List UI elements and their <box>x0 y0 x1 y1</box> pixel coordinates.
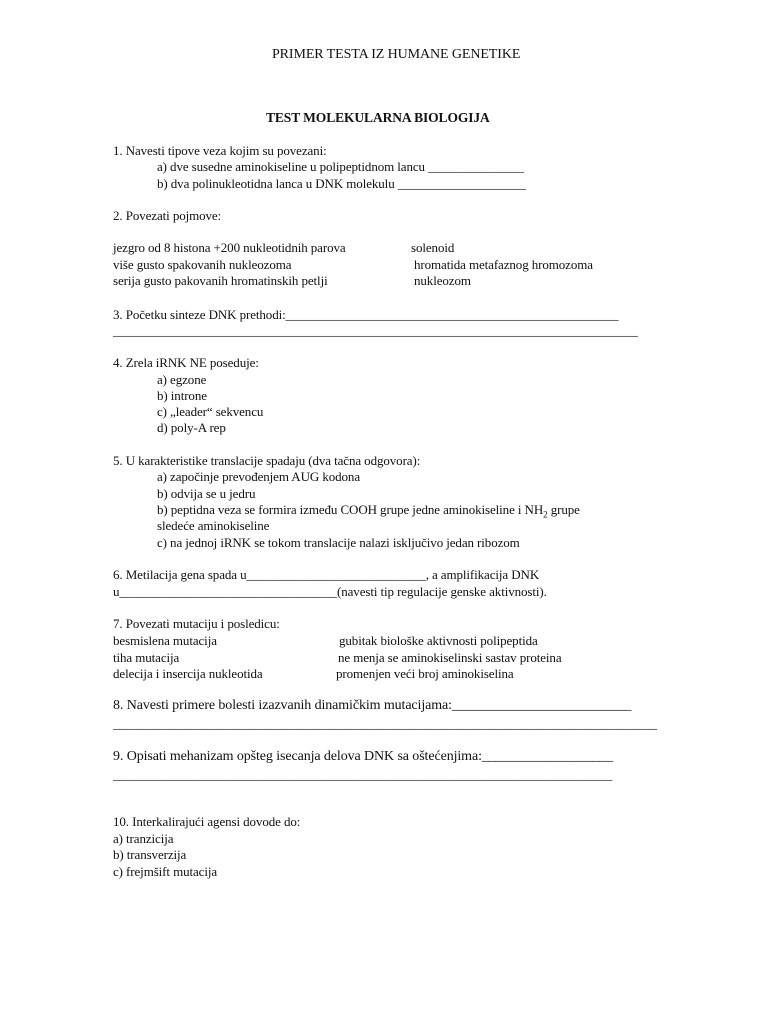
answer-line: _____________________________________________________________________________________ <box>113 716 658 731</box>
question-2-left-item: više gusto spakovanih nukleozoma <box>113 257 292 272</box>
question-10-option-b: b) transverzija <box>113 847 187 862</box>
question-7-left-item: besmislena mutacija <box>113 633 217 648</box>
question-7-right-item: promenjen veći broj aminokiselina <box>336 666 514 681</box>
question-5-option-b2-text: b) peptidna veza se formira između COOH grupe jedne aminokiseline i NH <box>157 502 544 517</box>
question-2-right-item: hromatida metafaznog hromozoma <box>414 257 593 272</box>
question-2-left-item: jezgro od 8 histona +200 nukleotidnih parova <box>113 240 346 255</box>
question-5: 5. U karakteristike translacije spadaju (dva tačna odgovora): <box>113 453 421 468</box>
question-10: 10. Interkalirajući agensi dovode do: <box>113 814 301 829</box>
question-10-option-a: a) tranzicija <box>113 831 174 846</box>
question-9: 9. Opisati mehanizam opšteg isecanja delova DNK sa oštećenjima:___________________ <box>113 749 613 764</box>
question-6-continuation: u__________________________________(navesti tip regulacije genske aktivnosti). <box>113 584 547 599</box>
question-5-option-c: c) na jednoj iRNK se tokom translacije nalazi isključivo jedan ribozom <box>157 535 520 550</box>
question-5-option-b2-continuation: sledeće aminokiseline <box>157 518 270 533</box>
question-7: 7. Povezati mutaciju i posledicu: <box>113 616 280 631</box>
answer-line: __________________________________________________________________________________ <box>113 323 638 338</box>
question-4-option-b: b) introne <box>157 388 207 403</box>
question-4-option-c: c) „leader“ sekvencu <box>157 404 264 419</box>
question-1-option-a: a) dve susedne aminokiseline u polipeptidnom lancu _______________ <box>157 159 525 174</box>
question-7-right-item: gubitak biološke aktivnosti polipeptida <box>339 633 538 648</box>
question-5-option-b: b) odvija se u jedru <box>157 486 256 501</box>
question-7-right-item: ne menja se aminokiselinski sastav proteina <box>338 650 562 665</box>
test-subtitle: TEST MOLEKULARNA BIOLOGIJA <box>266 110 490 125</box>
question-7-left-item: tiha mutacija <box>113 650 180 665</box>
question-5-option-b2-end: grupe <box>547 502 580 517</box>
question-5-option-b2 <box>157 502 580 518</box>
question-10-option-c: c) frejmšift mutacija <box>113 864 218 879</box>
question-6: 6. Metilacija gena spada u____________________________, a amplifikacija DNK <box>113 567 540 582</box>
question-2-left-item: serija gusto pakovanih hromatinskih petlji <box>113 273 328 288</box>
question-4: 4. Zrela iRNK NE poseduje: <box>113 355 259 370</box>
subscript: 2 <box>543 509 548 520</box>
question-7-left-item: delecija i insercija nukleotida <box>113 666 263 681</box>
question-4-option-a: a) egzone <box>157 372 207 387</box>
question-3: 3. Početku sinteze DNK prethodi:____________________________________________________ <box>113 307 619 322</box>
page-title: PRIMER TESTA IZ HUMANE GENETIKE <box>272 47 521 62</box>
question-2: 2. Povezati pojmove: <box>113 208 222 223</box>
question-2-right-item: solenoid <box>411 240 455 255</box>
question-1-option-b: b) dva polinukleotidna lanca u DNK molekulu ____________________ <box>157 176 526 191</box>
question-2-right-item: nukleozom <box>414 273 471 288</box>
question-8: 8. Navesti primere bolesti izazvanih dinamičkim mutacijama:__________________________ <box>113 698 632 713</box>
answer-line: ______________________________________________________________________________ <box>113 767 613 782</box>
question-4-option-d: d) poly-A rep <box>157 420 226 435</box>
question-1: 1. Navesti tipove veza kojim su povezani: <box>113 143 327 158</box>
question-5-option-a: a) započinje prevođenjem AUG kodona <box>157 469 360 484</box>
